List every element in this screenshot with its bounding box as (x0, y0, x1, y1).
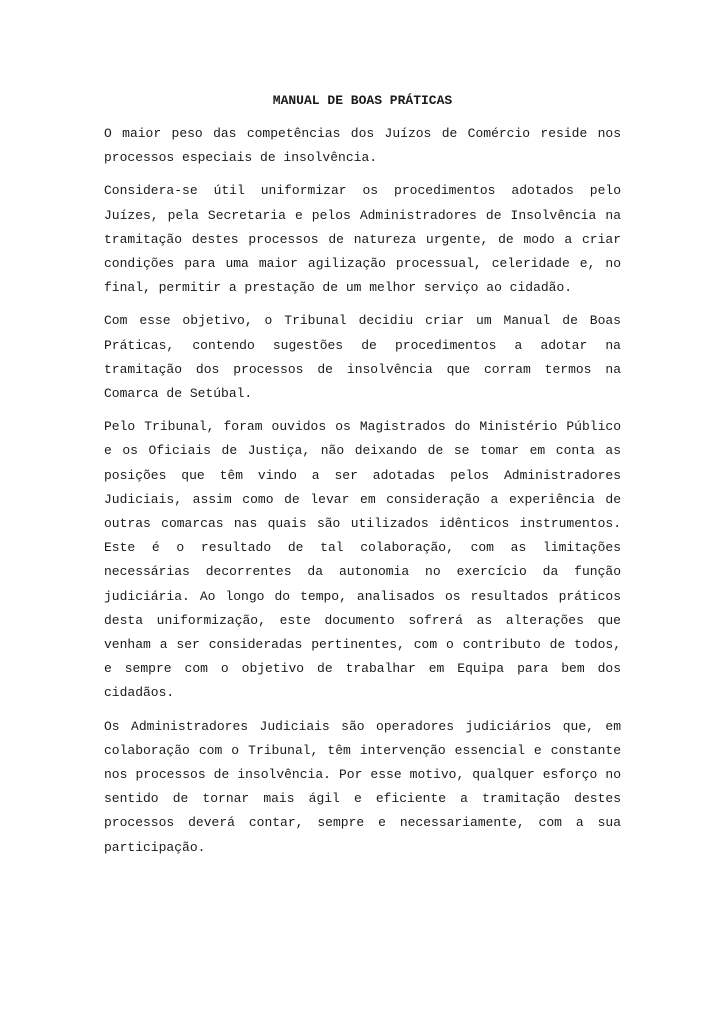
document-page (104, 88, 621, 869)
paragraph-3: Com esse objetivo, o Tribunal decidiu criar um Manual de Boas Práticas, contendo sugestões de procedimentos a adotar na tramitação dos processos de insolvência que corram termos na Comarca de Setúbal. (104, 313, 621, 402)
paragraph-2: Considera-se útil uniformizar os procedimentos adotados pelo Juízes, pela Secretaria e pelos Administradores de Insolvência na tramitação destes processos de natureza urgente, de modo a criar condições para uma maior agilização processual, celeridade e, no final, permitir a prestação de um melhor serviço ao cidadão. (104, 183, 621, 296)
paragraph-4: Pelo Tribunal, foram ouvidos os Magistrados do Ministério Público e os Oficiais de Justiça, não deixando de se tomar em conta as posições que têm vindo a ser adotadas pelos Administradores Judiciais, assim como de levar em consideração a experiência de outras comarcas nas quais são utilizados idênticos instrumentos. Este é o resultado de tal colaboração, com as limitações necessárias decorrentes da autonomia no exercício da função judiciária. Ao longo do tempo, analisados os resultados práticos desta uniformização, este documento sofrerá as alterações que venham a ser consideradas pertinentes, com o contributo de todos, e sempre com o objetivo de trabalhar em Equipa para bem dos cidadãos. (104, 419, 621, 701)
document-title: MANUAL DE BOAS PRÁTICAS (272, 93, 453, 108)
paragraph-1: O maior peso das competências dos Juízos de Comércio reside nos processos especiais de insolvência. (104, 126, 621, 166)
paragraph-5: Os Administradores Judiciais são operadores judiciários que, em colaboração com o Tribunal, têm intervenção essencial e constante nos processos de insolvência. Por esse motivo, qualquer esforço no sentido de tornar mais ágil e eficiente a tramitação destes processos deverá contar, sempre e necessariamente, com a sua participação. (104, 718, 621, 855)
